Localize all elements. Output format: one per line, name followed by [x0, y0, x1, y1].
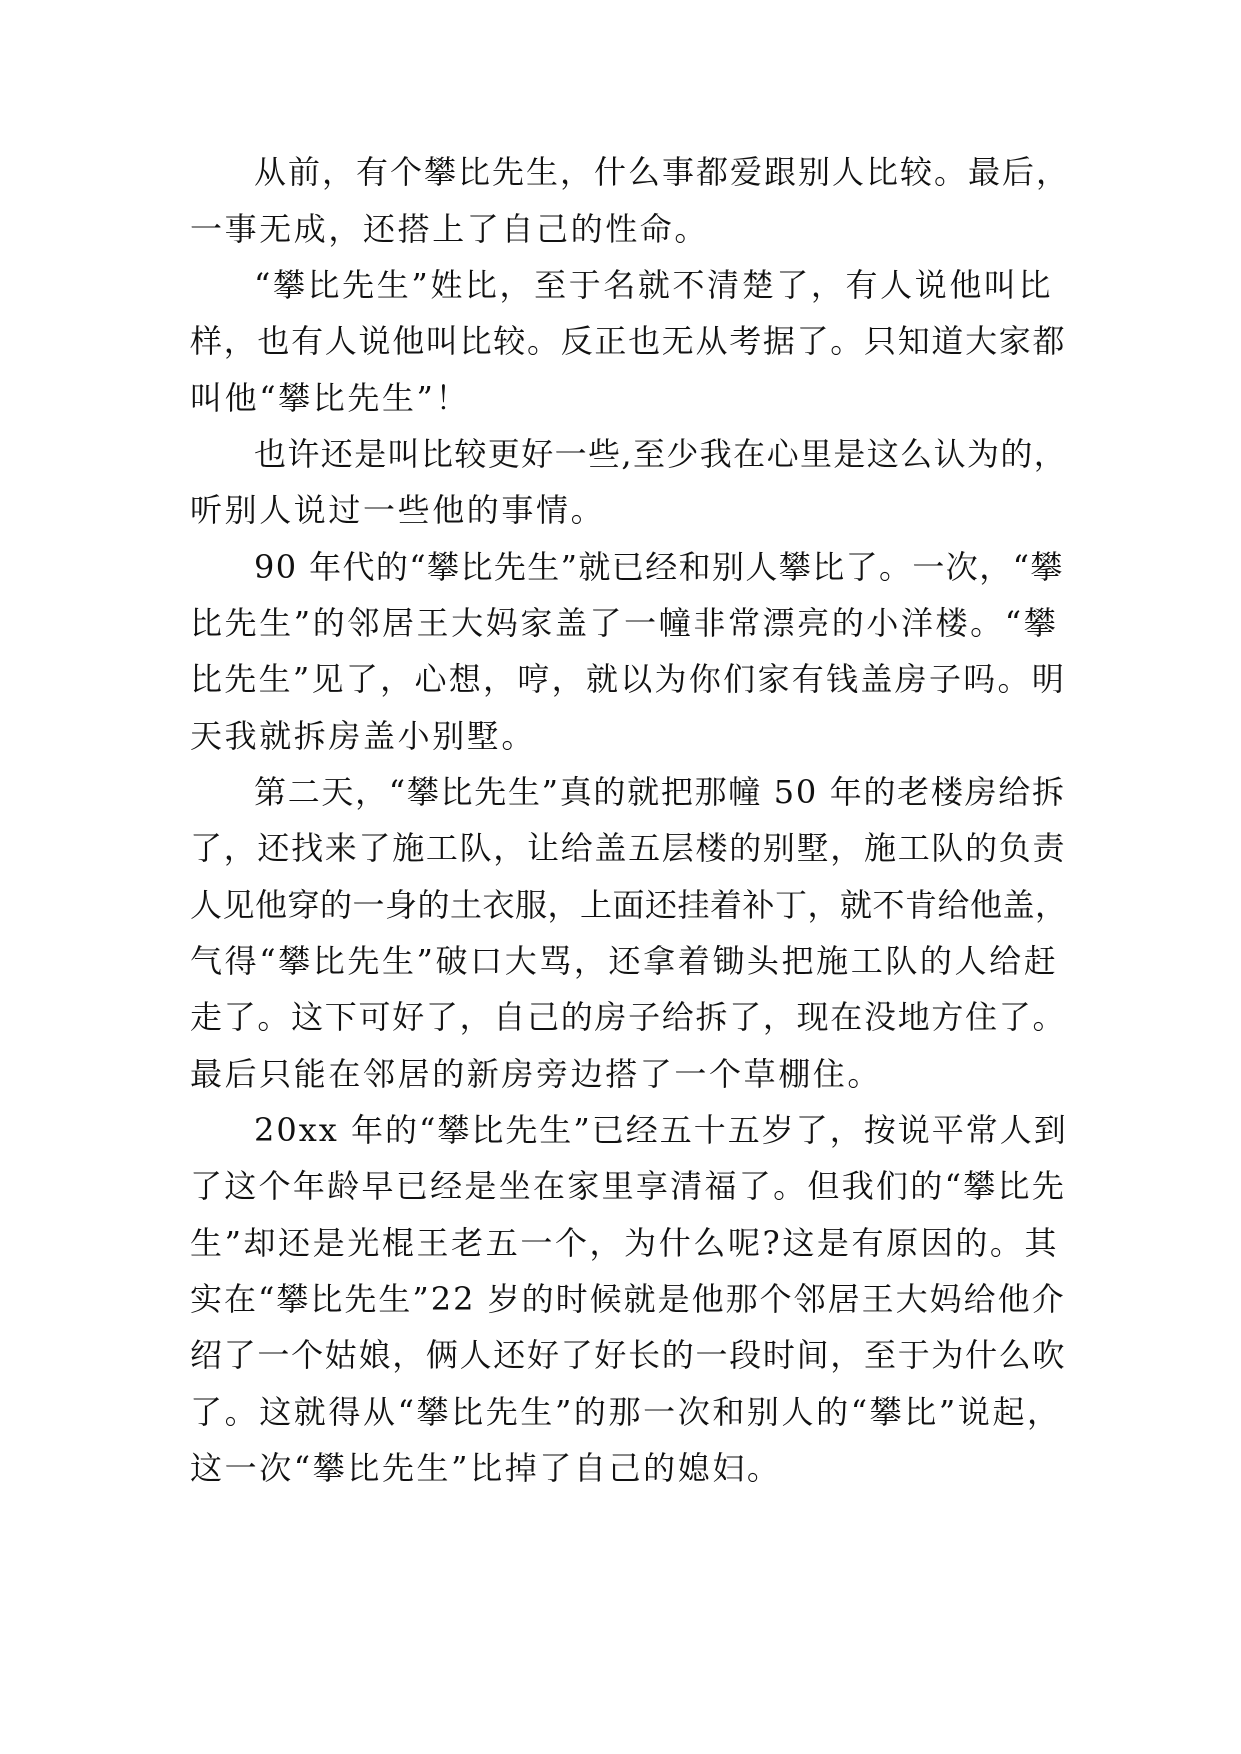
- text-line: 从前，有个攀比先生，什么事都爱跟别人比较。最后，: [254, 153, 1071, 191]
- text-line: 90 年代的“攀比先生”就已经和别人攀比了。一次，“攀: [254, 548, 1064, 586]
- text-line: 了。这就得从“攀比先生”的那一次和别人的“攀比”说起，: [190, 1393, 1062, 1431]
- text-line: 第二天，“攀比先生”真的就把那幢 50 年的老楼房给拆: [254, 773, 1066, 811]
- text-line: 比先生”见了，心想，哼，就以为你们家有钱盖房子吗。明: [190, 660, 1067, 698]
- text-line: 也许还是叫比较更好一些,至少我在心里是这么认为的，: [254, 435, 1068, 473]
- text-line: “攀比先生”姓比，至于名就不清楚了，有人说他叫比: [254, 266, 1054, 304]
- text-line: 了这个年龄早已经是坐在家里享清福了。但我们的“攀比先: [190, 1167, 1067, 1205]
- text-line: 天我就拆房盖小别墅。: [190, 717, 537, 755]
- text-line: 一事无成，还搭上了自己的性命。: [190, 210, 710, 248]
- text-line: 比先生”的邻居王大妈家盖了一幢非常漂亮的小洋楼。“攀: [190, 604, 1059, 642]
- text-line: 人见他穿的一身的土衣服，上面还挂着补丁，就不肯给他盖，: [190, 886, 1068, 924]
- text-line: 走了。这下可好了，自己的房子给拆了，现在没地方住了。: [190, 998, 1067, 1036]
- text-line: 了，还找来了施工队，让给盖五层楼的别墅，施工队的负责: [190, 829, 1067, 867]
- text-line: 生”却还是光棍王老五一个，为什么呢?这是有原因的。其: [190, 1224, 1060, 1262]
- text-line: 实在“攀比先生”22 岁的时候就是他那个邻居王大妈给他介: [190, 1280, 1066, 1318]
- text-line: 20xx 年的“攀比先生”已经五十五岁了，按说平常人到: [254, 1111, 1068, 1149]
- text-line: 最后只能在邻居的新房旁边搭了一个草棚住。: [190, 1055, 883, 1093]
- text-line: 样，也有人说他叫比较。反正也无从考据了。只知道大家都: [190, 322, 1067, 360]
- text-line: 这一次“攀比先生”比掉了自己的媳妇。: [190, 1449, 782, 1487]
- text-line: 叫他“攀比先生”！: [190, 379, 471, 417]
- text-line: 绍了一个姑娘，俩人还好了好长的一段时间，至于为什么吹: [190, 1336, 1067, 1374]
- text-line: 听别人说过一些他的事情。: [190, 491, 606, 529]
- text-line: 气得“攀比先生”破口大骂，还拿着锄头把施工队的人给赶: [190, 942, 1059, 980]
